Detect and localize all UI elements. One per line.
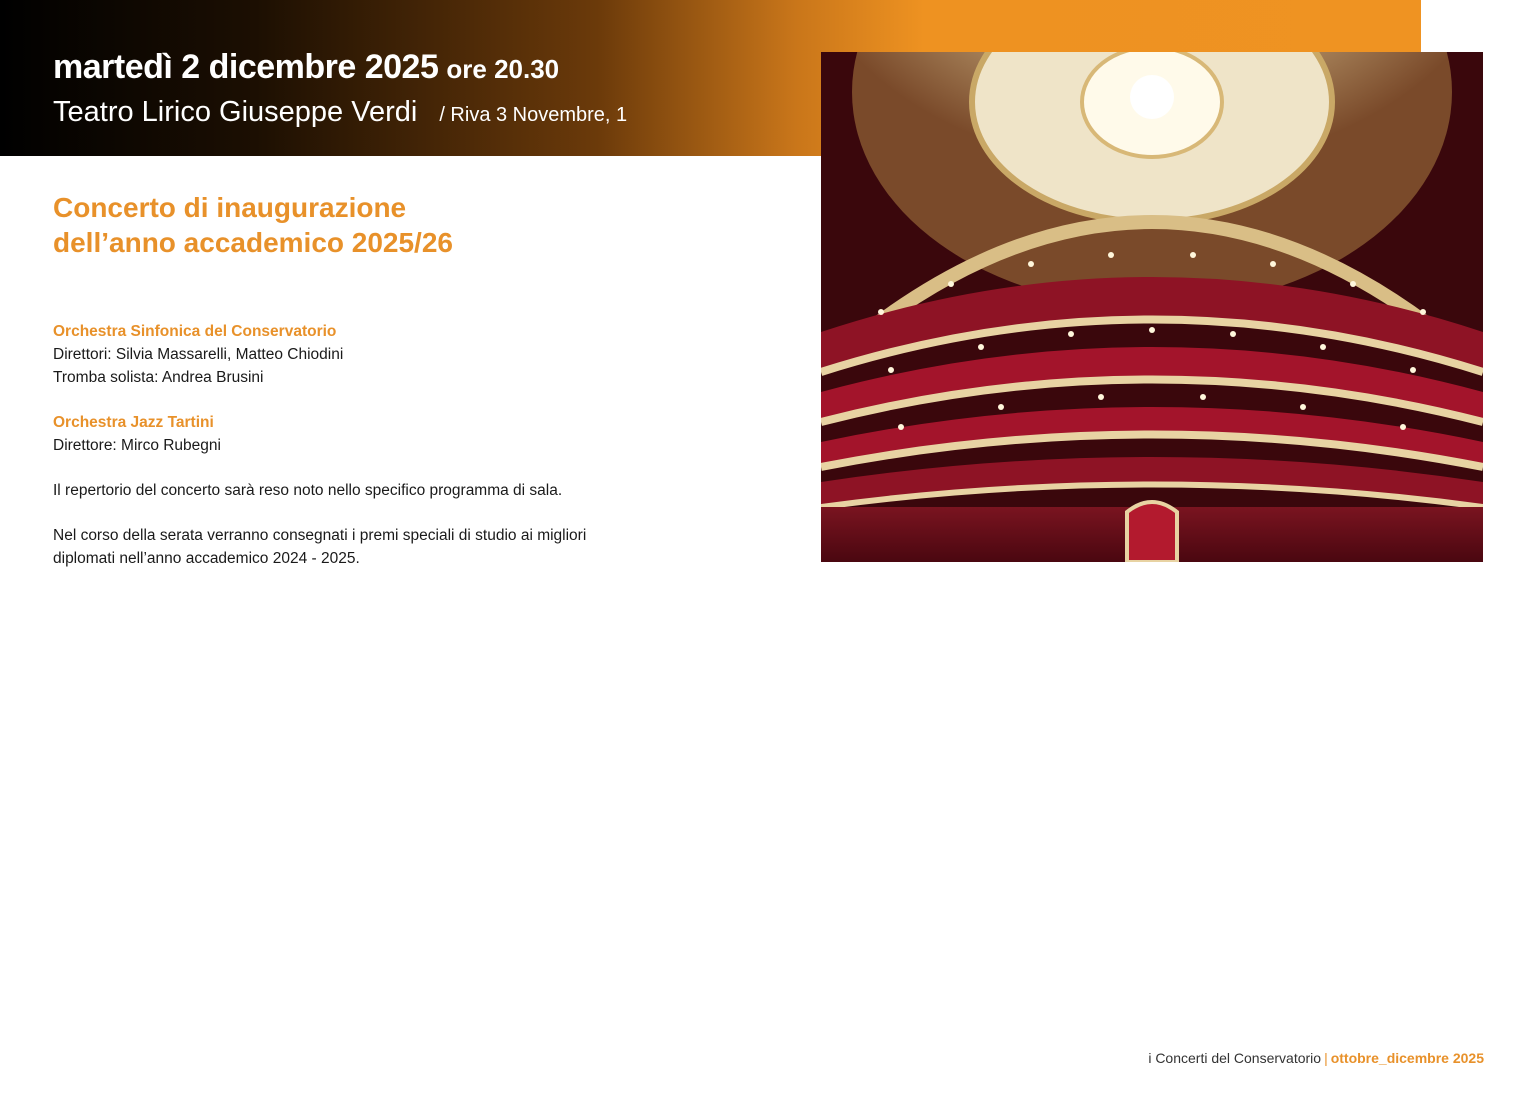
concert-title [53,190,453,260]
ensemble-line: Direttori: Silvia Massarelli, Matteo Chiodini [53,346,344,363]
footer-series: i Concerti del Conservatorio [1148,1050,1322,1066]
ensemble-block [53,411,773,457]
event-date: martedì 2 dicembre 2025 [53,48,439,86]
ensemble-name: Orchestra Sinfonica del Conservatorio [53,323,337,340]
ensemble-line: Tromba solista: Andrea Brusini [53,369,264,386]
ensemble-block [53,320,773,389]
venue-address: / Riva 3 Novembre, 1 [439,104,628,126]
ensemble-line: Direttore: Mirco Rubegni [53,437,221,454]
award-note-block [53,524,773,570]
event-venue-line [53,96,627,129]
award-note-line: Nel corso della serata verranno consegnati i premi speciali di studio ai migliori [53,527,587,544]
ensemble-name: Orchestra Jazz Tartini [53,414,214,431]
award-note-line: diplomati nell’anno accademico 2024 - 2025. [53,550,360,567]
concert-title-line-2: dell’anno accademico 2025/26 [53,227,453,258]
event-date-line [53,48,559,87]
repertoire-note: Il repertorio del concerto sarà reso noto nello specifico programma di sala. [53,482,563,499]
footer-separator: | [1324,1050,1328,1066]
program-details [53,320,773,592]
event-time: ore 20.30 [446,54,560,84]
footer [1148,1050,1484,1066]
concert-title-line-1: Concerto di inaugurazione [53,192,407,223]
theatre-interior-photo [821,52,1483,562]
repertoire-note-block [53,479,773,502]
footer-period: ottobre_dicembre 2025 [1330,1050,1484,1066]
venue-name: Teatro Lirico Giuseppe Verdi [53,96,418,128]
